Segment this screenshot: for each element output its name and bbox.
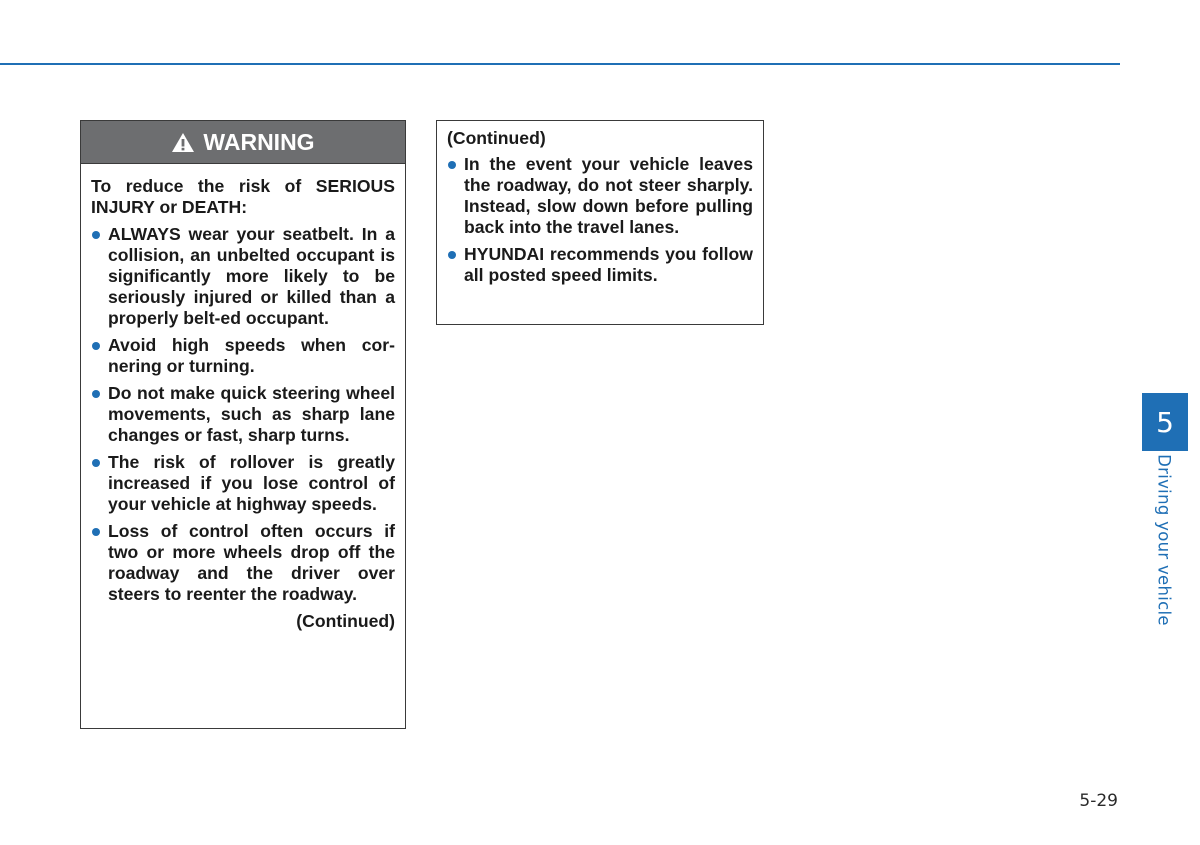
bullet-dot-icon <box>92 528 100 536</box>
page-number: 5-29 <box>1079 791 1118 811</box>
chapter-title: Driving your vehicle <box>1154 454 1174 626</box>
bullet-dot-icon <box>92 390 100 398</box>
bullet-text: The risk of rollover is greatly increased if you lose control of your vehicle at highway speeds. <box>108 452 395 514</box>
warning-header <box>81 121 405 164</box>
warning-bullet-list <box>91 224 395 605</box>
list-item <box>91 521 395 605</box>
warning-body <box>81 164 405 632</box>
list-item <box>91 383 395 446</box>
warning-label: WARNING <box>203 128 315 155</box>
list-item <box>91 224 395 329</box>
continued-body <box>437 121 763 286</box>
warning-box <box>80 120 406 729</box>
bullet-text: HYUNDAI recommends you follow all posted speed limits. <box>464 244 753 285</box>
list-item <box>91 452 395 515</box>
bullet-text: Loss of control often occurs if two or more wheels drop off the roadway and the driver over steers to reenter the roadway. <box>108 521 395 604</box>
bullet-text: In the event your vehicle leaves the roadway, do not steer sharply. Instead, slow down before pulling back into the travel lanes. <box>464 154 753 237</box>
continued-bullet-list <box>447 154 753 286</box>
list-item <box>91 335 395 377</box>
bullet-dot-icon <box>92 231 100 239</box>
bullet-dot-icon <box>448 251 456 259</box>
bullet-dot-icon <box>92 342 100 350</box>
chapter-number: 5 <box>1156 405 1174 439</box>
top-rule <box>0 63 1120 65</box>
bullet-dot-icon <box>92 459 100 467</box>
chapter-tab <box>1142 393 1188 451</box>
bullet-text: ALWAYS wear your seatbelt. In a collision, an unbelted occupant is significantly more likely to be seriously injured or killed than a properly belt-ed occupant. <box>108 224 395 328</box>
list-item <box>447 154 753 238</box>
continued-box <box>436 120 764 325</box>
bullet-text: Avoid high speeds when cor-nering or turning. <box>108 335 395 376</box>
warning-intro: To reduce the risk of SERIOUS INJURY or DEATH: <box>91 176 395 217</box>
warning-triangle-icon <box>171 132 195 153</box>
continued-label: (Continued) <box>296 611 395 631</box>
list-item <box>447 244 753 286</box>
continued-heading: (Continued) <box>447 128 546 148</box>
bullet-text: Do not make quick steering wheel movements, such as sharp lane changes or fast, sharp turns. <box>108 383 395 445</box>
bullet-dot-icon <box>448 161 456 169</box>
